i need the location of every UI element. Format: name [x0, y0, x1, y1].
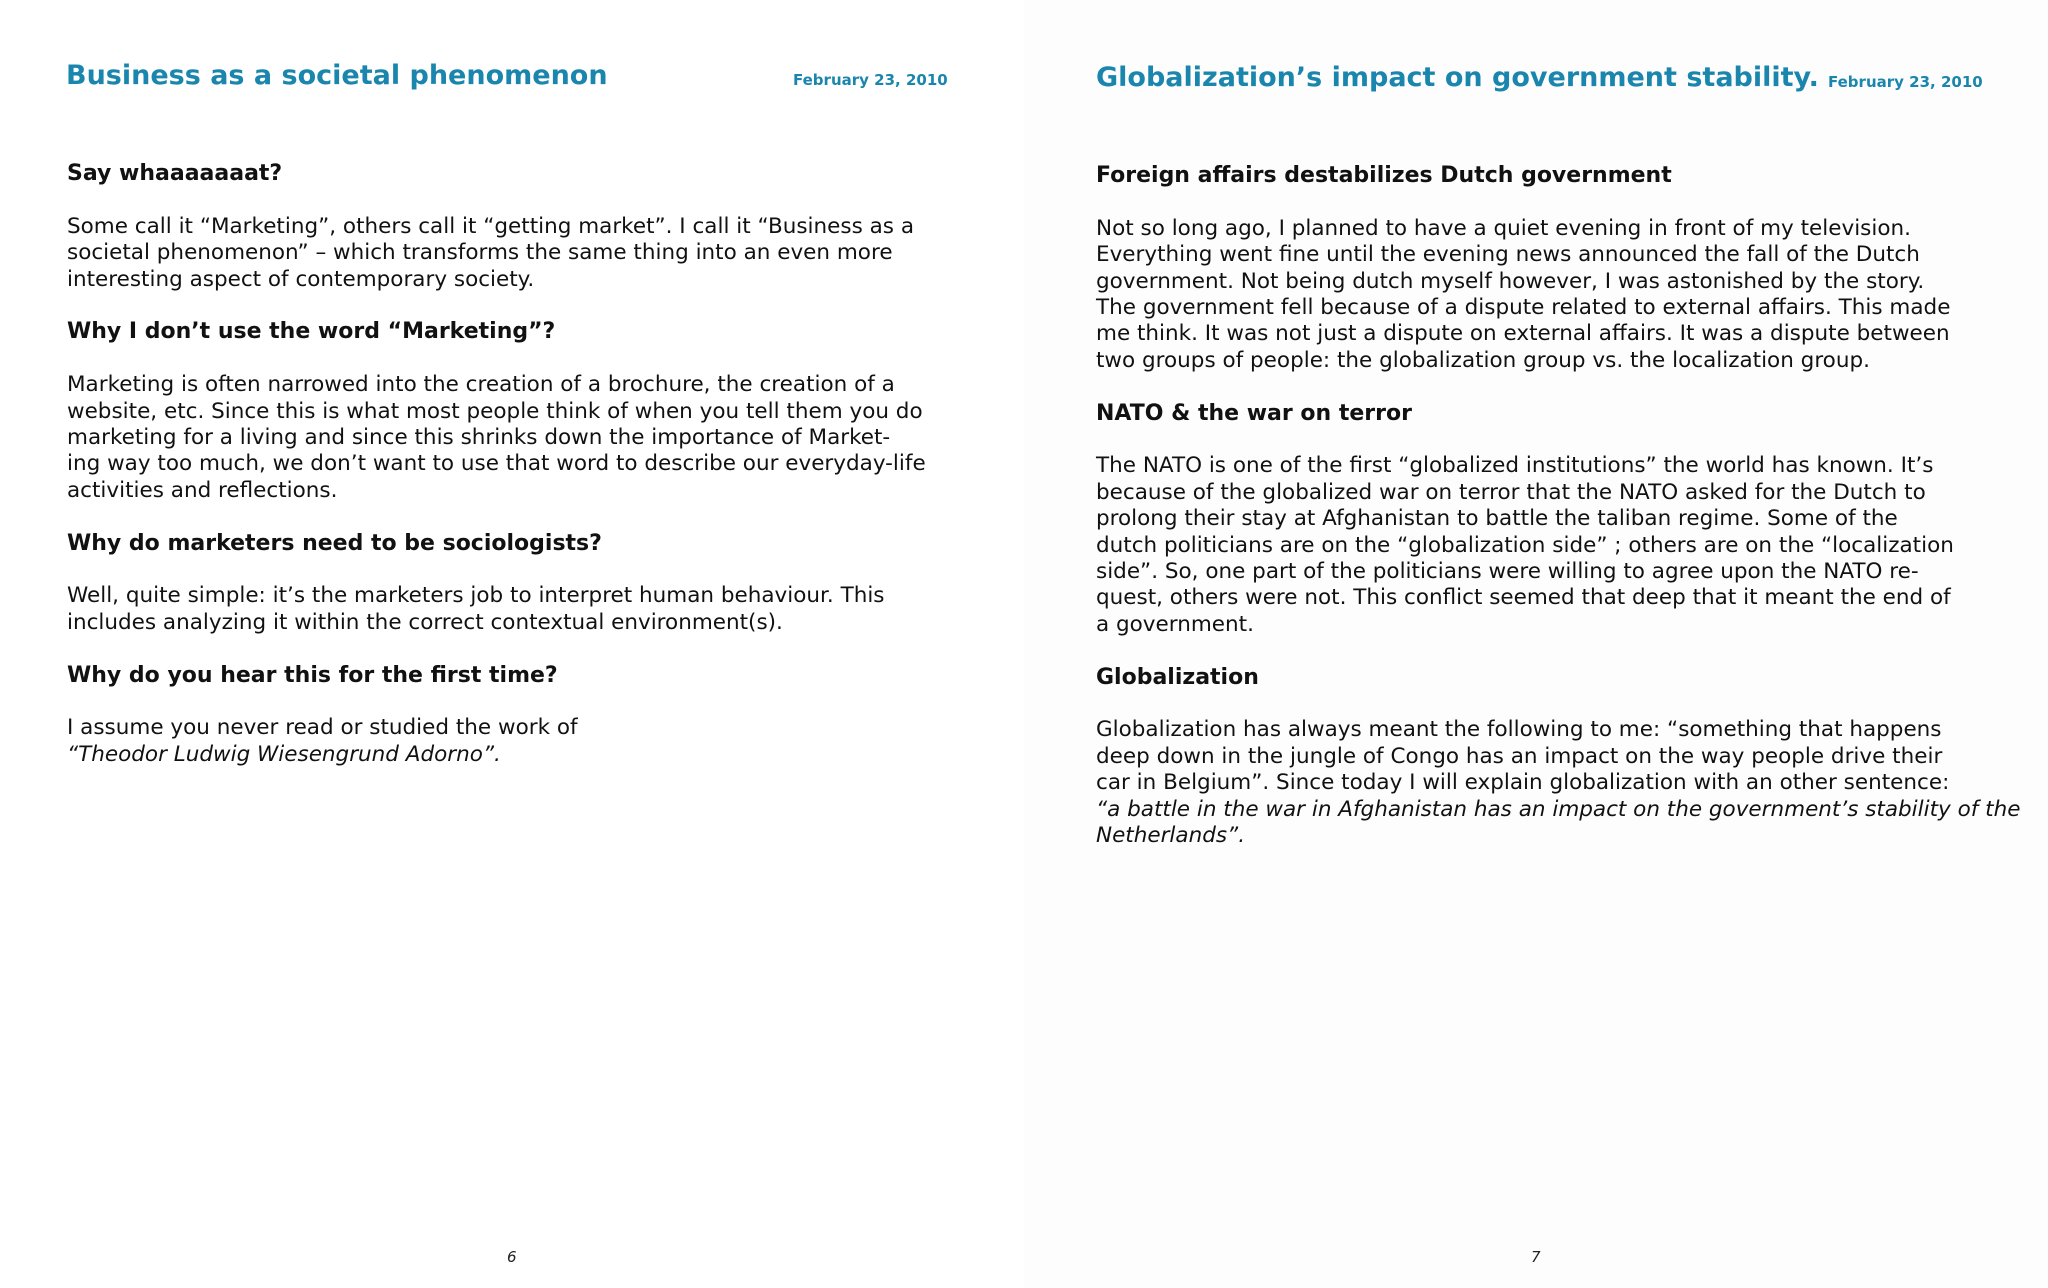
text-line: ing way too much, we don’t want to use that word to describe our everyday-life [67, 451, 926, 477]
text-line: The government fell because of a dispute related to external affairs. This made [1096, 295, 1951, 321]
section-heading: Why I don’t use the word “Marketing”? [67, 319, 556, 345]
text-line: quest, others were not. This conflict seemed that deep that it meant the end of [1096, 585, 1951, 611]
text-line: two groups of people: the globalization group vs. the localization group. [1096, 347, 1870, 373]
text-line: marketing for a living and since this shrinks down the importance of Market- [67, 425, 891, 451]
page-date: February 23, 2010 [1828, 73, 1983, 91]
text-line: activities and reflections. [67, 477, 338, 503]
section-paragraph [67, 372, 967, 504]
text-line: Marketing is often narrowed into the creation of a brochure, the creation of a [67, 372, 895, 398]
text-line: societal phenomenon” – which transforms the same thing into an even more [67, 240, 893, 266]
page-title: Globalization’s impact on government stability. [1096, 62, 1819, 93]
section-heading: Why do marketers need to be sociologists? [67, 530, 602, 556]
section-heading: Foreign affairs destabilizes Dutch government [1096, 163, 1672, 188]
text-line: The NATO is one of the first “globalized institutions” the world has known. It’s [1096, 453, 1934, 479]
text-line: website, etc. Since this is what most people think of when you tell them you do [67, 398, 923, 424]
article-body [67, 161, 967, 768]
text-line: deep down in the jungle of Congo has an impact on the way people drive their [1096, 743, 1943, 769]
text-line: because of the globalized war on terror that the NATO asked for the Dutch to [1096, 479, 1926, 505]
page-number: 7 [1531, 1248, 1541, 1266]
page-number: 6 [507, 1248, 517, 1266]
text-line: includes analyzing it within the correct contextual environment(s). [67, 609, 783, 635]
article-body [1096, 163, 2026, 849]
text-line: Well, quite simple: it’s the marketers job to interpret human behaviour. This [67, 583, 885, 609]
section-paragraph [1096, 717, 2026, 849]
text-line: Everything went fine until the evening news announced the fall of the Dutch [1096, 242, 1920, 268]
text-line: government. Not being dutch myself however, I was astonished by the story. [1096, 268, 1925, 294]
italic-quote: of the Netherlands”. [1096, 796, 2021, 849]
section-heading: Globalization [1096, 664, 1259, 690]
section-heading: Why do you hear this for the first time? [67, 662, 558, 688]
text-line: I assume you never read or studied the work of [67, 715, 578, 741]
section-paragraph [1096, 216, 2026, 374]
section-heading: NATO & the war on terror [1096, 400, 1412, 426]
section-paragraph [1096, 453, 2026, 638]
section-paragraph [67, 583, 967, 636]
text-line: interesting aspect of contemporary society. [67, 266, 535, 292]
italic-quote: “a battle in the war in Afghanistan has an impact on the government’s stability [1096, 796, 1951, 822]
text-line: me think. It was not just a dispute on external affairs. It was a dispute between [1096, 321, 1950, 347]
italic-quote: “Theodor Ludwig Wiesengrund Adorno”. [67, 741, 501, 767]
section-paragraph [67, 715, 967, 768]
text-line: a government. [1096, 611, 1254, 637]
text-line: car in Belgium”. Since today I will explain globalization with an other sentence: [1096, 770, 1950, 796]
text-line: dutch politicians are on the “globalization side” ; others are on the “localization [1096, 532, 1954, 558]
page-date: February 23, 2010 [793, 71, 948, 89]
section-heading: Say whaaaaaaat? [67, 161, 283, 186]
page-title: Business as a societal phenomenon [66, 60, 608, 91]
text-line: Some call it “Marketing”, others call it “getting market”. I call it “Business as a [67, 213, 915, 239]
right-page [1024, 0, 2048, 1288]
text-line: Not so long ago, I planned to have a quiet evening in front of my television. [1096, 215, 1911, 241]
text-line: Globalization has always meant the following to me: “something that happens [1096, 717, 1942, 743]
text-line: side”. So, one part of the politicians were willing to agree upon the NATO re- [1096, 559, 1919, 585]
text-line: prolong their stay at Afghanistan to battle the taliban regime. Some of the [1096, 506, 1898, 532]
section-paragraph [67, 214, 967, 293]
